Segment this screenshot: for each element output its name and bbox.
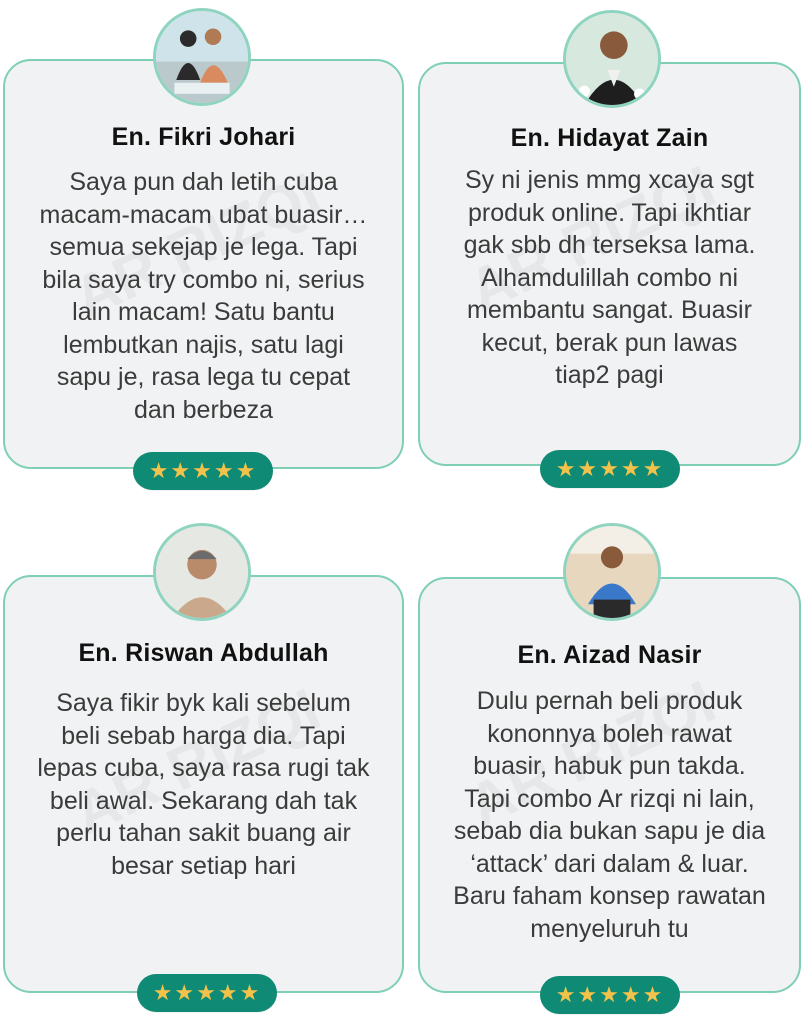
reviewer-name: En. Aizad Nasir [517, 641, 702, 669]
reviewer-name: En. Fikri Johari [111, 123, 296, 151]
review-text: Saya pun dah letih cuba macam-macam ubat buasir… semua sekejap je lega. Tapi bila saya try combo ni, serius lain macam! Satu bantu lembutkan najis, satu lagi sapu je, rasa lega tu cepat dan berbeza [39, 168, 368, 424]
review-text: Dulu pernah beli produk kononnya boleh rawat buasir, habuk pun takda. Tapi combo Ar rizqi ni lain, sebab dia bukan sapu je dia ‘attack’ dari dalam & luar. Baru faham konsep rawatan menyeluruh tu [453, 687, 766, 943]
review-text: Saya fikir byk kali sebelum beli sebab harga dia. Tapi lepas cuba, saya rasa rugi tak beli awal. Sekarang dah tak perlu tahan sakit buang air besar setiap hari [37, 689, 370, 880]
reviewer-name: En. Hidayat Zain [510, 124, 709, 152]
couple-photo-icon [156, 11, 248, 103]
man-portrait-icon [566, 526, 658, 618]
avatar [563, 10, 661, 108]
rating-badge: ★★★★★ [133, 452, 273, 490]
reviewer-name: En. Riswan Abdullah [78, 639, 329, 667]
testimonial-card-hidayat [418, 62, 801, 466]
avatar [153, 8, 251, 106]
man-portrait-icon [566, 13, 658, 105]
man-portrait-icon [156, 526, 248, 618]
testimonial-card-fikri [3, 59, 404, 469]
rating-badge: ★★★★★ [137, 974, 277, 1012]
testimonial-card-riswan [3, 575, 404, 993]
rating-badge: ★★★★★ [540, 450, 680, 488]
testimonial-card-aizad [418, 577, 801, 993]
avatar [153, 523, 251, 621]
avatar [563, 523, 661, 621]
rating-badge: ★★★★★ [540, 976, 680, 1014]
review-text: Sy ni jenis mmg xcaya sgt produk online. Tapi ikhtiar gak sbb dh terseksa lama. Alhamdulillah combo ni membantu sangat. Buasir kecut, berak pun lawas tiap2 pagi [463, 166, 756, 389]
